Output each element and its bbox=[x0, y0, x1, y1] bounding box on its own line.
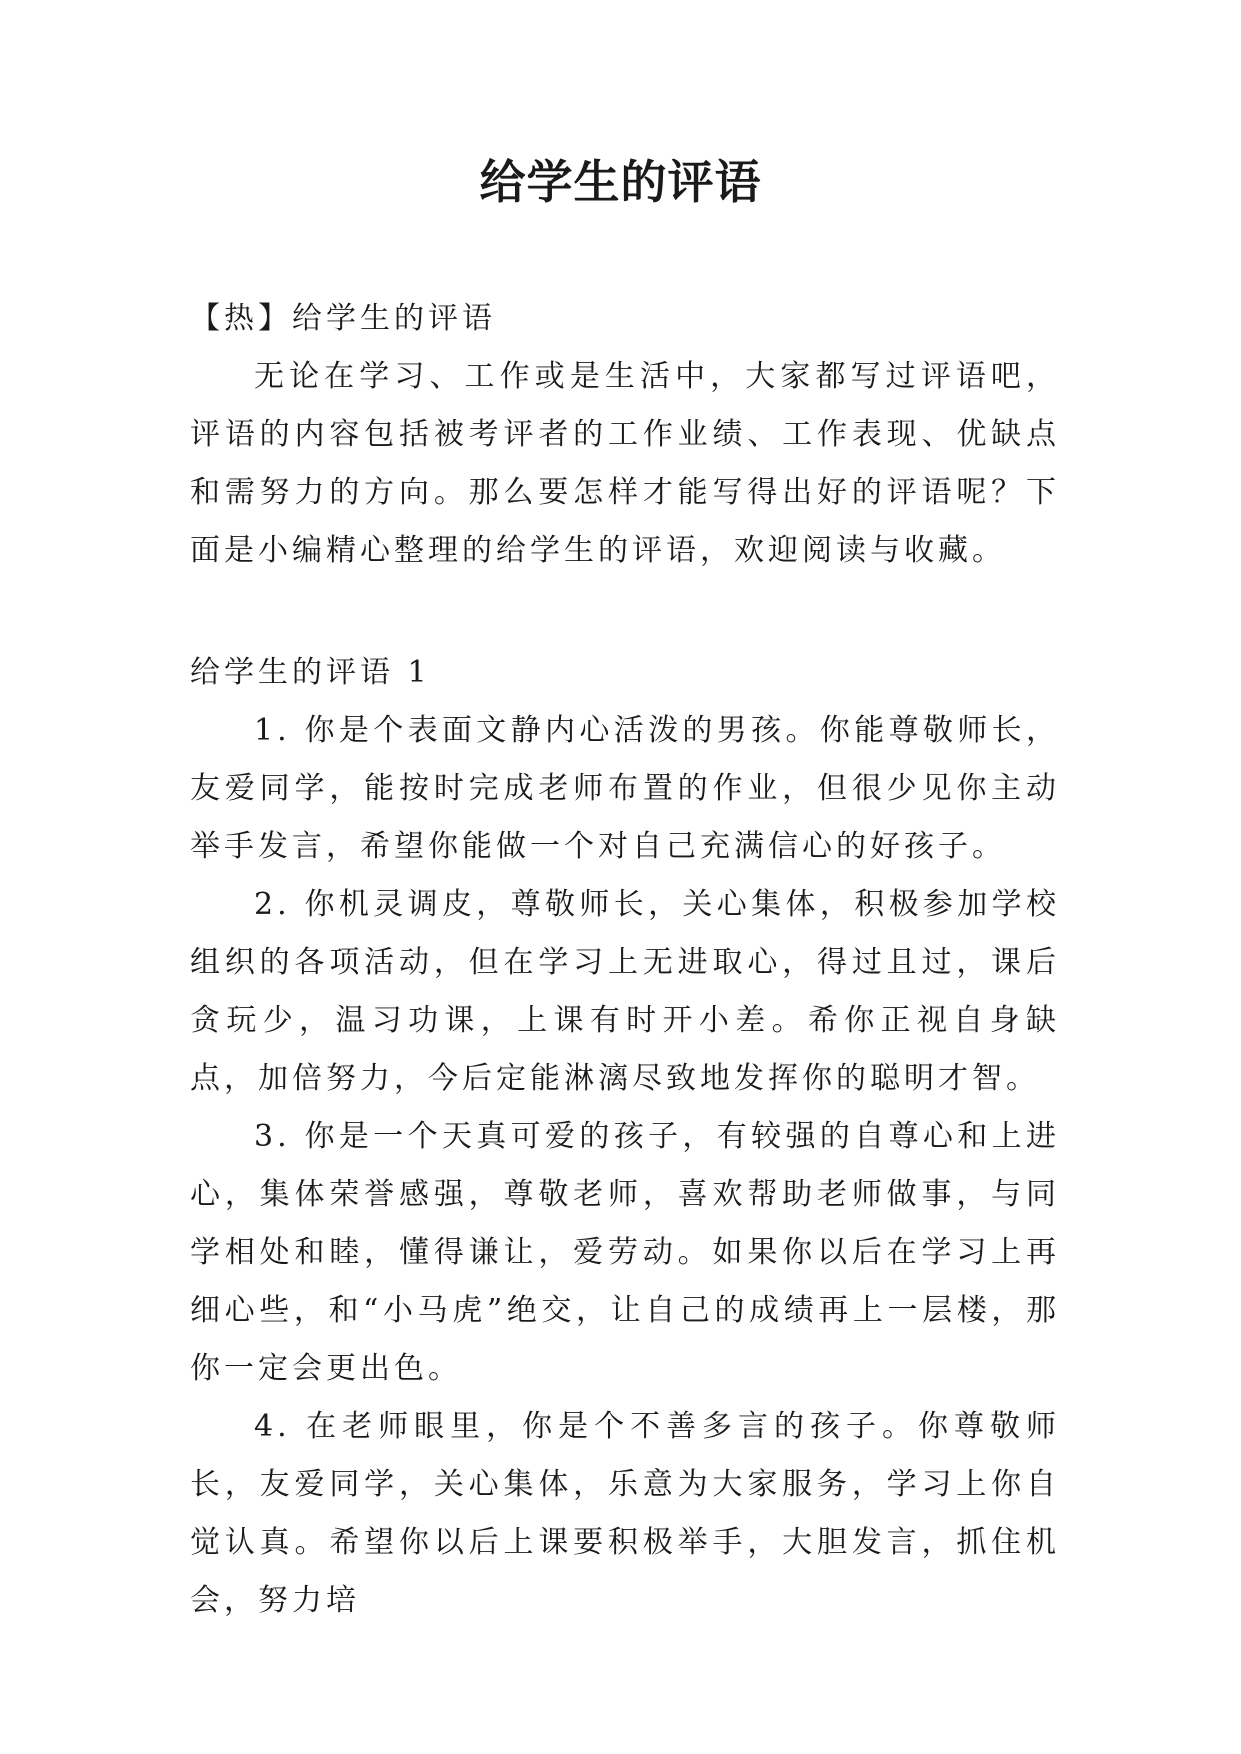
document-header-line: 【热】给学生的评语 bbox=[190, 301, 496, 336]
comment-item: 3. 你是一个天真可爱的孩子，有较强的自尊心和上进心，集体荣誉感强，尊敬老师，喜欢帮助老师做事，与同学相处和睦，懂得谦让，爱劳动。如果你以后在学习上再细心些，和“小马虎”绝交，让自己的成绩再上一层楼，那你一定会更出色。 bbox=[190, 1119, 1060, 1386]
section-title: 给学生的评语 1 bbox=[190, 655, 431, 690]
comment-item: 1. 你是个表面文静内心活泼的男孩。你能尊敬师长，友爱同学，能按时完成老师布置的作业，但很少见你主动举手发言，希望你能做一个对自己充满信心的好孩子。 bbox=[190, 713, 1060, 864]
comment-item: 2. 你机灵调皮，尊敬师长，关心集体，积极参加学校组织的各项活动，但在学习上无进取心，得过且过，课后贪玩少，温习功课，上课有时开小差。希你正视自身缺点，加倍努力，今后定能淋漓尽致地发挥你的聪明才智。 bbox=[190, 887, 1060, 1096]
comment-item: 4. 在老师眼里，你是个不善多言的孩子。你尊敬师长，友爱同学，关心集体，乐意为大家服务，学习上你自觉认真。希望你以后上课要积极举手，大胆发言，抓住机会，努力培 bbox=[190, 1409, 1060, 1618]
document-title: 给学生的评语 bbox=[479, 155, 762, 209]
document-body bbox=[190, 290, 1060, 1630]
intro-paragraph: 无论在学习、工作或是生活中，大家都写过评语吧，评语的内容包括被考评者的工作业绩、工作表现、优缺点和需努力的方向。那么要怎样才能写得出好的评语呢？下面是小编精心整理的给学生的评语，欢迎阅读与收藏。 bbox=[190, 359, 1060, 568]
